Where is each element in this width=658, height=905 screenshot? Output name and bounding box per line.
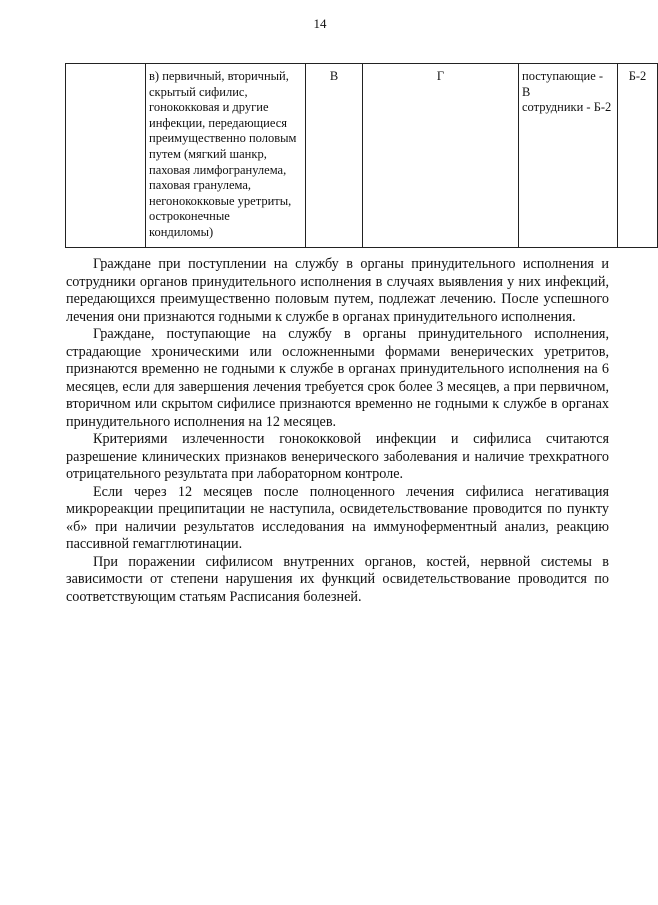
- paragraph: Граждане, поступающие на службу в органы принудительного исполнения, страдающие хроническими или осложненными формами венерических уретритов, признаются временно не годными к службе в органах принудительного исполнения на 6 месяцев, если для завершения лечения требуется срок более 3 месяцев, а при первичном, вторичном или скрытом сифилисе признаются временно не годными к службе в органах принудительного исполнения на 12 месяцев.: [66, 326, 609, 430]
- table-cell-disease: в) первичный, вторичный, скрытый сифилис, гонококковая и другие инфекции, передающиеся преимущественно половым путем (мягкий шанкр, паховая лимфогранулема, паховая гранулема, негонококковые уретриты, остроконечные кондиломы): [146, 64, 306, 248]
- table-cell-article: [66, 64, 146, 248]
- paragraph: При поражении сифилисом внутренних органов, костей, нервной системы в зависимости от степени нарушения их функций освидетельствование проводится по соответствующим статьям Расписания болезней.: [66, 553, 609, 605]
- table-cell-graph-4: Б-2: [618, 64, 658, 248]
- page-number: 14: [313, 16, 327, 31]
- disease-schedule-table: [65, 63, 658, 248]
- table-cell-graph-3: поступающие - В сотрудники - Б-2: [519, 64, 618, 248]
- table-row: [66, 64, 658, 248]
- table-cell-graph-1: В: [306, 64, 363, 248]
- table-cell-graph-2: Г: [363, 64, 519, 248]
- body-text: [66, 256, 609, 606]
- paragraph: Граждане при поступлении на службу в органы принудительного исполнения и сотрудники органов принудительного исполнения в случаях выявления у них инфекций, передающихся преимущественно половым путем, подлежат лечению. После успешного лечения они признаются годными к службе в органах принудительного исполнения.: [66, 256, 609, 325]
- paragraph: Если через 12 месяцев после полноценного лечения сифилиса негативация микрореакции преципитации не наступила, освидетельствование проводится по пункту «б» при наличии результатов исследования на иммуноферментный анализ, реакцию пассивной гемагглютинации.: [66, 483, 609, 552]
- paragraph: Критериями излеченности гонококковой инфекции и сифилиса считаются разрешение клинических признаков венерического заболевания и наличие трехкратного отрицательного результата при лабораторном контроле.: [66, 431, 609, 482]
